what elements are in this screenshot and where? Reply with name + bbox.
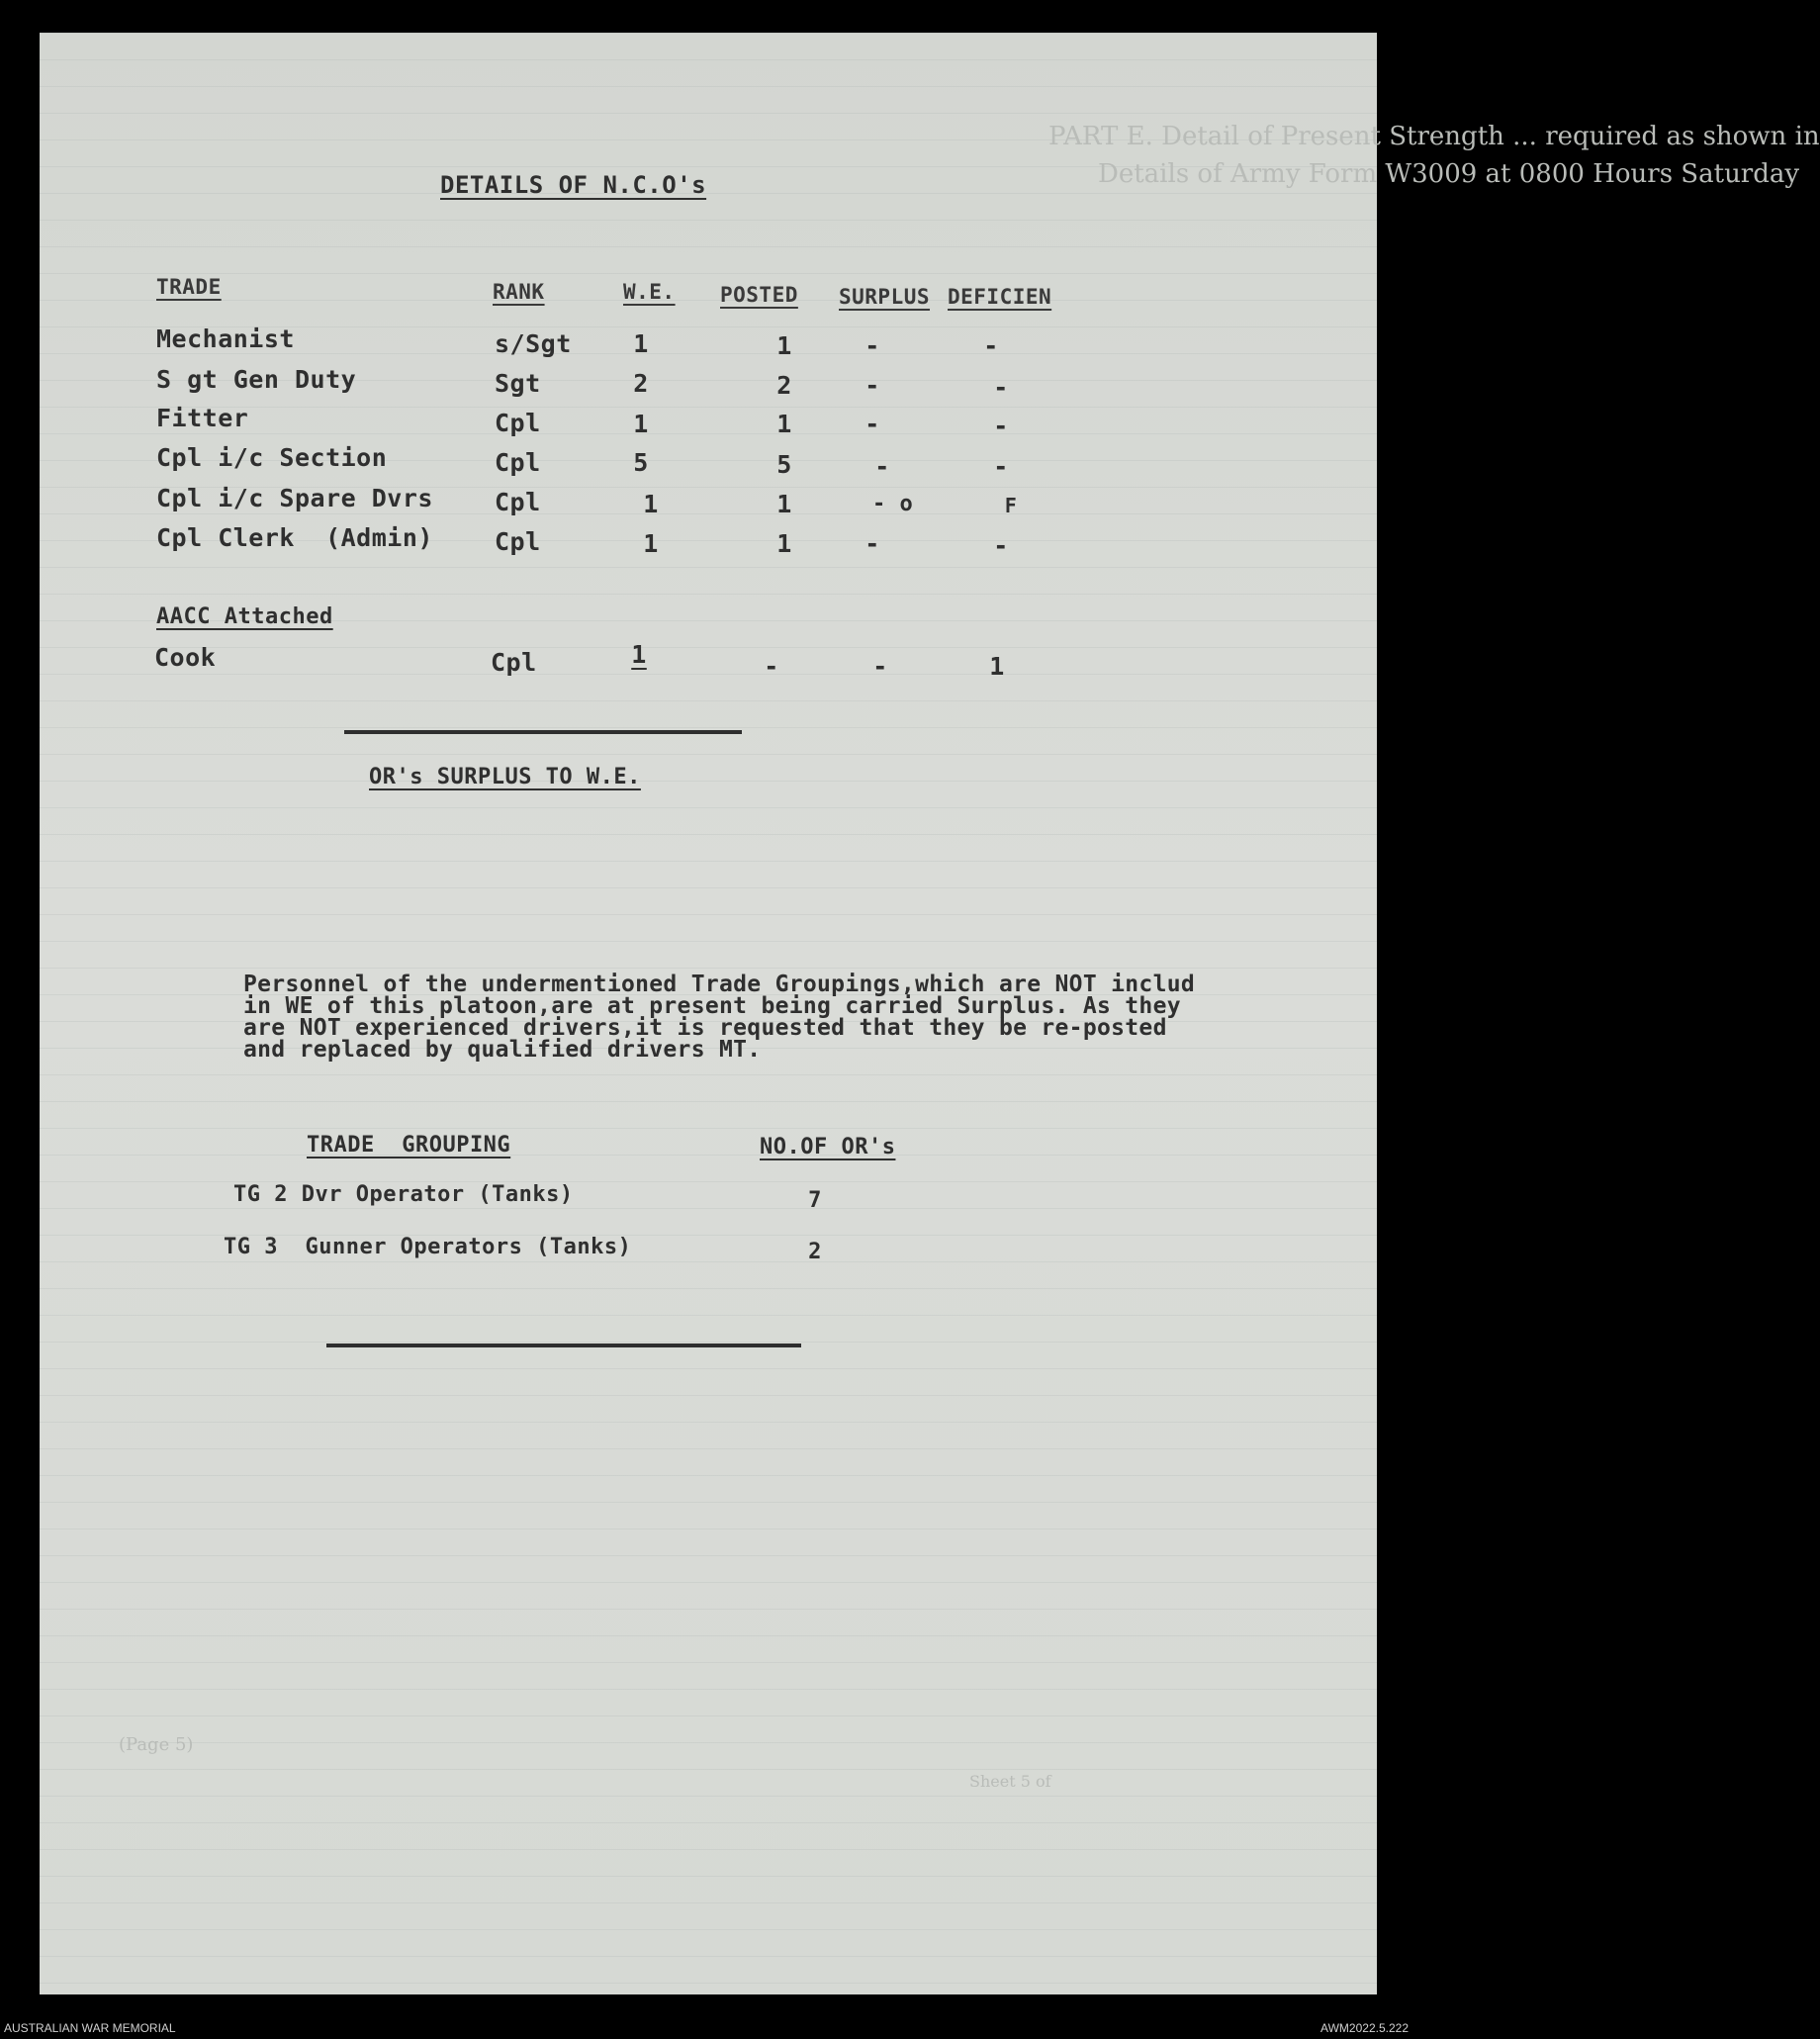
table-row-deficiency: - <box>993 452 1009 481</box>
divider-line <box>326 1344 801 1347</box>
table-row-rank: Cpl <box>495 448 541 477</box>
grouping-row-count: 2 <box>808 1240 822 1264</box>
footer-left: AUSTRALIAN WAR MEMORIAL <box>4 2021 176 2035</box>
grouping-row-name: TG 3 Gunner Operators (Tanks) <box>224 1235 632 1259</box>
table-row-deficiency: - <box>993 373 1009 402</box>
table-row-posted: 2 <box>776 371 792 400</box>
paragraph-line: in WE of this platoon,are at present being carried Surplus. As they <box>243 993 1181 1019</box>
table-row-deficiency: - <box>983 331 999 360</box>
attached-we: 1 <box>631 640 647 669</box>
table-row-surplus: - <box>864 410 880 438</box>
surplus-heading: OR's SURPLUS TO W.E. <box>369 765 641 789</box>
table-row-posted: 1 <box>776 331 792 360</box>
table-row-posted: 5 <box>776 450 792 479</box>
table-row-rank: Cpl <box>495 409 541 437</box>
header-we: W.E. <box>623 280 676 304</box>
surplus-paragraph <box>243 973 1361 1061</box>
footer-right: AWM2022.5.222 <box>1320 2021 1409 2035</box>
table-row-rank: Cpl <box>495 527 541 556</box>
table-row-surplus: - <box>864 371 880 400</box>
table-row-we: 1 <box>643 529 659 558</box>
grouping-row-name: TG 2 Dvr Operator (Tanks) <box>233 1182 574 1207</box>
header-rank: RANK <box>493 280 545 304</box>
document-title: DETAILS OF N.C.O's <box>440 171 707 199</box>
table-row-rank: Sgt <box>495 369 541 398</box>
paragraph-line: Personnel of the undermentioned Trade Groupings,which are NOT includ <box>243 972 1196 997</box>
table-row-surplus: - <box>864 529 880 558</box>
grouping-row-count: 7 <box>808 1188 822 1213</box>
paragraph-line: and replaced by qualified drivers MT. <box>243 1037 762 1063</box>
table-row-deficiency: - <box>993 412 1009 440</box>
table-row-deficiency: F <box>1004 494 1018 517</box>
col-trade-grouping: TRADE GROUPING <box>307 1133 511 1158</box>
table-row-trade: Cpl i/c Spare Dvrs <box>156 484 433 512</box>
document-sheet <box>40 33 1820 1994</box>
table-row-posted: 1 <box>776 410 792 438</box>
table-row-we: 1 <box>643 490 659 518</box>
table-row-deficiency: - <box>993 531 1009 560</box>
show-through-text: Details of Army Form W3009 at 0800 Hours Saturday <box>1098 159 1800 189</box>
show-through-text: (Page 5) <box>119 1734 194 1755</box>
table-row-we: 1 <box>633 329 649 358</box>
table-row-trade: S gt Gen Duty <box>156 365 357 394</box>
header-posted: POSTED <box>720 283 798 307</box>
attached-surplus: - <box>872 652 888 681</box>
table-row-surplus: - o <box>872 492 914 516</box>
table-row-we: 5 <box>633 448 649 477</box>
attached-deficiency: 1 <box>989 652 1005 681</box>
paragraph-line: are NOT experienced drivers,it is requested that they be re-posted <box>243 1015 1167 1041</box>
col-no-ors: NO.OF OR's <box>760 1135 896 1159</box>
show-through-text: Sheet 5 of <box>969 1772 1051 1791</box>
table-row-rank: Cpl <box>495 488 541 516</box>
table-row-rank: s/Sgt <box>495 329 572 358</box>
header-deficiency: DEFICIEN <box>948 285 1052 309</box>
header-trade: TRADE <box>156 275 222 299</box>
table-row-trade: Fitter <box>156 404 249 432</box>
table-row-we: 2 <box>633 369 649 398</box>
attached-posted: - <box>764 652 779 681</box>
attached-heading: AACC Attached <box>156 604 333 629</box>
table-row-surplus: - <box>874 452 890 481</box>
table-row-posted: 1 <box>776 529 792 558</box>
table-row-surplus: - <box>864 331 880 360</box>
table-row-we: 1 <box>633 410 649 438</box>
table-row-trade: Cpl Clerk (Admin) <box>156 523 433 552</box>
divider-line <box>344 730 742 734</box>
table-row-posted: 1 <box>776 490 792 518</box>
attached-rank: Cpl <box>491 648 537 677</box>
show-through-text: PART E. Detail of Present Strength ... required as shown in <box>1048 122 1820 151</box>
attached-trade: Cook <box>154 643 217 672</box>
table-row-trade: Cpl i/c Section <box>156 443 388 472</box>
header-surplus: SURPLUS <box>839 285 931 309</box>
table-row-trade: Mechanist <box>156 324 295 353</box>
